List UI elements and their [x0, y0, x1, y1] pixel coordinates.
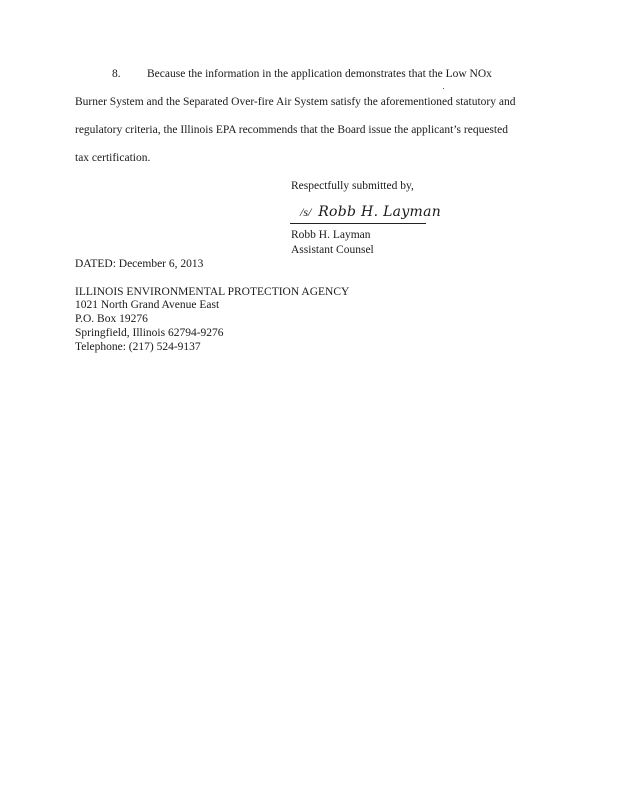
po-box: P.O. Box 19276 — [75, 313, 148, 325]
signature-block — [290, 205, 441, 220]
city-state-zip: Springfield, Illinois 62794-9276 — [75, 327, 224, 339]
signer-name: Robb H. Layman — [291, 229, 371, 241]
signature-script: Robb H. Layman — [318, 204, 442, 220]
paragraph-number: 8. — [112, 68, 121, 80]
signer-title: Assistant Counsel — [291, 244, 374, 256]
signature-prefix: /s/ — [300, 205, 312, 219]
telephone: Telephone: (217) 524-9137 — [75, 341, 201, 353]
street-address: 1021 North Grand Avenue East — [75, 299, 220, 311]
scan-speck — [443, 88, 444, 89]
agency-name: ILLINOIS ENVIRONMENTAL PROTECTION AGENCY — [75, 286, 350, 298]
dated-line: DATED: December 6, 2013 — [75, 258, 204, 270]
respectfully-submitted: Respectfully submitted by, — [291, 180, 414, 192]
paragraph-line-3: regulatory criteria, the Illinois EPA recommends that the Board issue the applicant’s requested — [75, 124, 508, 136]
paragraph-line-1: Because the information in the application demonstrates that the Low NOx — [147, 68, 492, 80]
paragraph-line-2: Burner System and the Separated Over-fire Air System satisfy the aforementioned statutory and — [75, 96, 516, 108]
paragraph-line-4: tax certification. — [75, 152, 151, 164]
signature-line — [290, 223, 426, 224]
